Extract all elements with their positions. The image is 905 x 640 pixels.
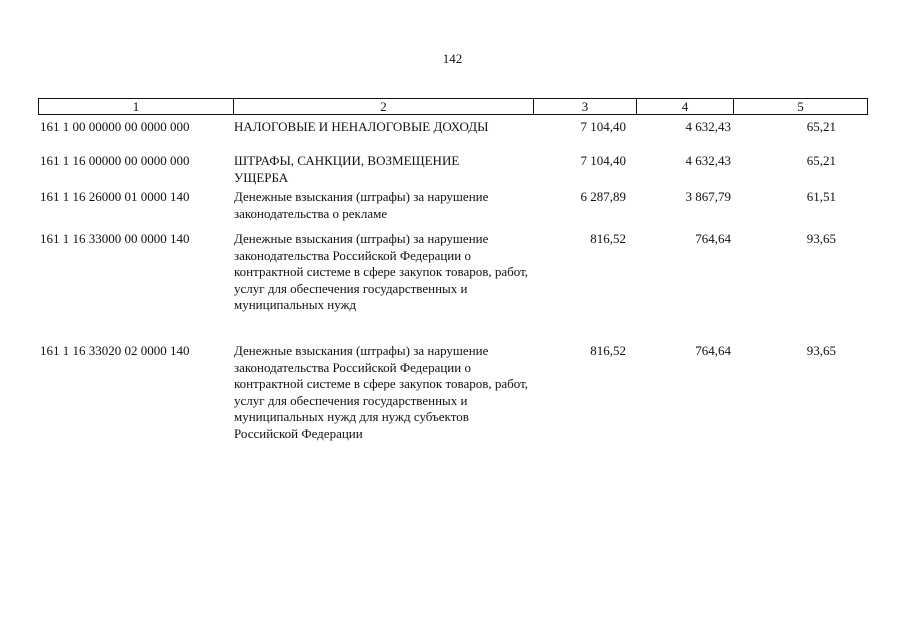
row-col5: 61,51	[806, 189, 836, 204]
table-header	[38, 98, 868, 115]
row-name: Денежные взыскания (штрафы) за нарушение законодательства о рекламе	[234, 189, 489, 221]
row-code: 161 1 16 33000 00 0000 140	[40, 231, 190, 246]
row-col3: 816,52	[590, 343, 626, 358]
row-code: 161 1 00 00000 00 0000 000	[40, 119, 190, 134]
row-code: 161 1 16 33020 02 0000 140	[40, 343, 190, 358]
row-col4: 4 632,43	[685, 153, 731, 168]
column-header-3: 3	[534, 99, 637, 114]
row-col4: 764,64	[695, 231, 731, 246]
column-header-2: 2	[234, 99, 534, 114]
row-col3: 816,52	[590, 231, 626, 246]
row-col5: 93,65	[806, 231, 836, 246]
column-header-1: 1	[39, 99, 234, 114]
row-col3: 7 104,40	[580, 119, 626, 134]
row-col4: 3 867,79	[685, 189, 731, 204]
row-col3: 7 104,40	[580, 153, 626, 168]
row-name: НАЛОГОВЫЕ И НЕНАЛОГОВЫЕ ДОХОДЫ	[234, 119, 489, 134]
column-header-5: 5	[797, 99, 804, 114]
column-header-4: 4	[637, 99, 734, 114]
row-name: Денежные взыскания (штрафы) за нарушение законодательства Российской Федерации о контрактной системе в сфере закупок товаров, работ, услуг для обеспечения государственных и муниципальных нужд для нужд субъектов Российской Федерации	[234, 343, 529, 441]
row-name: Денежные взыскания (штрафы) за нарушение законодательства Российской Федерации о контрактной системе в сфере закупок товаров, работ, услуг для обеспечения государственных и муниципальных нужд	[234, 231, 529, 312]
row-code: 161 1 16 26000 01 0000 140	[40, 189, 190, 204]
row-col3: 6 287,89	[580, 189, 626, 204]
row-code: 161 1 16 00000 00 0000 000	[40, 153, 190, 168]
row-col4: 764,64	[695, 343, 731, 358]
page-number: 142	[442, 51, 463, 66]
row-name: ШТРАФЫ, САНКЦИИ, ВОЗМЕЩЕНИЕ УЩЕРБА	[234, 153, 460, 185]
row-col5: 93,65	[806, 343, 836, 358]
row-col4: 4 632,43	[685, 119, 731, 134]
row-col5: 65,21	[806, 119, 836, 134]
row-col5: 65,21	[806, 153, 836, 168]
